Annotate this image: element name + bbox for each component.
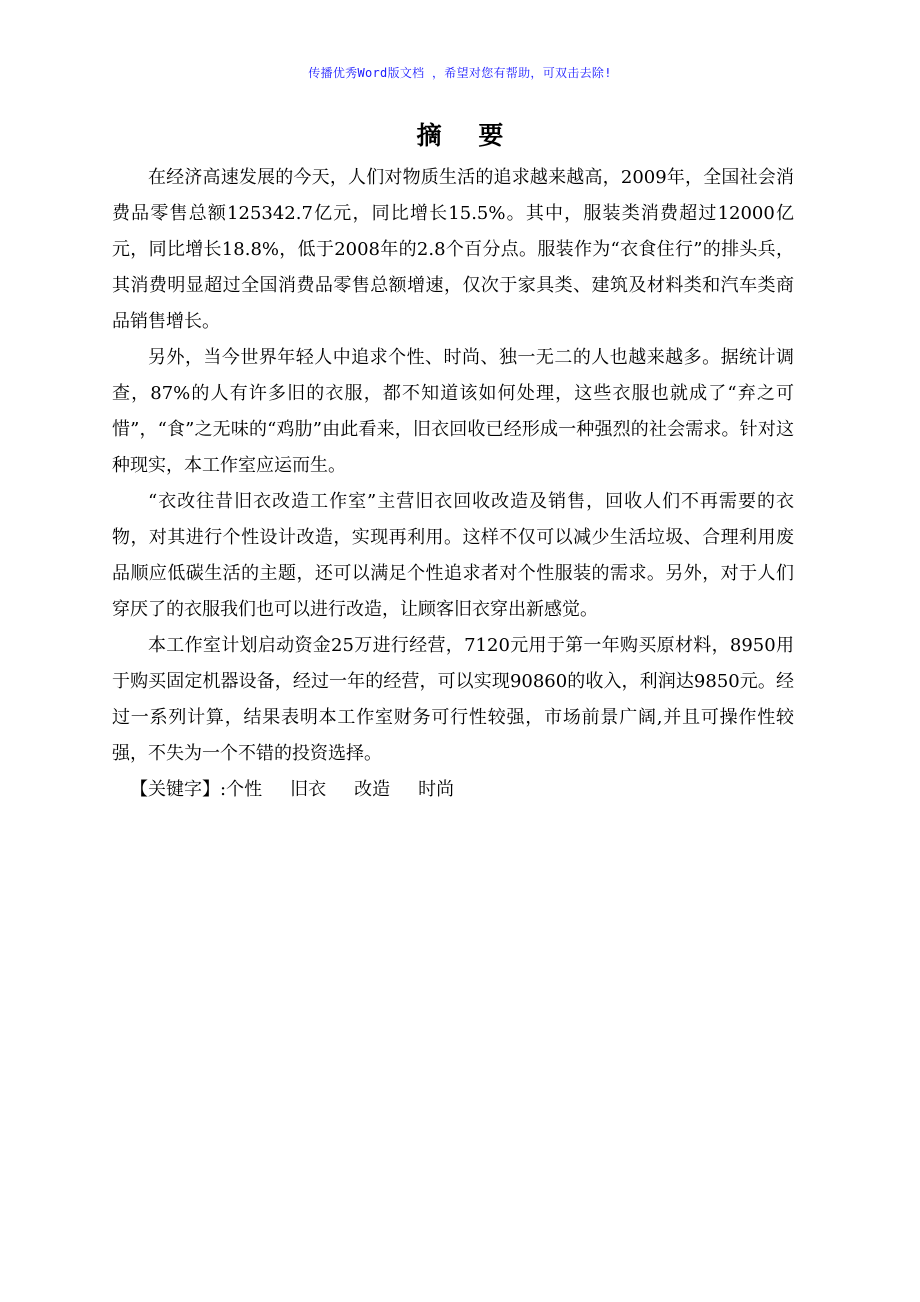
paragraph-4: 本工作室计划启动资金25万进行经营，7120元用于第一年购买原材料，8950用于购买固定机器设备，经过一年的经营，可以实现90860的收入，利润达9850元。经过一系列计算，结果表明本工作室财务可行性较强，市场前景广阔,并且可操作性较强，不失为一个不错的投资选择。	[112, 635, 794, 764]
keyword-item: 个性	[226, 779, 263, 800]
keywords-line	[112, 772, 794, 808]
paragraph-2: 另外，当今世界年轻人中追求个性、时尚、独一无二的人也越来越多。据统计调查，87%的人有许多旧的衣服，都不知道该如何处理，这些衣服也就成了“弃之可惜”，“食”之无味的“鸡肋”由此看来，旧衣回收已经形成一种强烈的社会需求。针对这种现实，本工作室应运而生。	[112, 347, 794, 476]
watermark-banner: 传播优秀Word版文档 ，希望对您有帮助，可双击去除!	[308, 66, 612, 80]
keyword-item: 改造	[354, 779, 391, 800]
keyword-item: 时尚	[418, 779, 455, 800]
paragraph-1: 在经济高速发展的今天，人们对物质生活的追求越来越高，2009年，全国社会消费品零售总额125342.7亿元，同比增长15.5%。其中，服装类消费超过12000亿元，同比增长18.8%，低于2008年的2.8个百分点。服装作为“衣食住行”的排头兵，其消费明显超过全国消费品零售总额增速，仅次于家具类、建筑及材料类和汽车类商品销售增长。	[112, 167, 794, 332]
document-title: 摘 要	[416, 121, 518, 150]
abstract-body	[112, 160, 794, 808]
keyword-item: 旧衣	[290, 779, 327, 800]
keywords-label: 【关键字】:	[130, 779, 227, 800]
paragraph-3: “衣改往昔旧衣改造工作室”主营旧衣回收改造及销售，回收人们不再需要的衣物，对其进行个性设计改造，实现再利用。这样不仅可以减少生活垃圾、合理利用废品顺应低碳生活的主题，还可以满足个性追求者对个性服装的需求。另外，对于人们穿厌了的衣服我们也可以进行改造，让顾客旧衣穿出新感觉。	[112, 491, 794, 620]
